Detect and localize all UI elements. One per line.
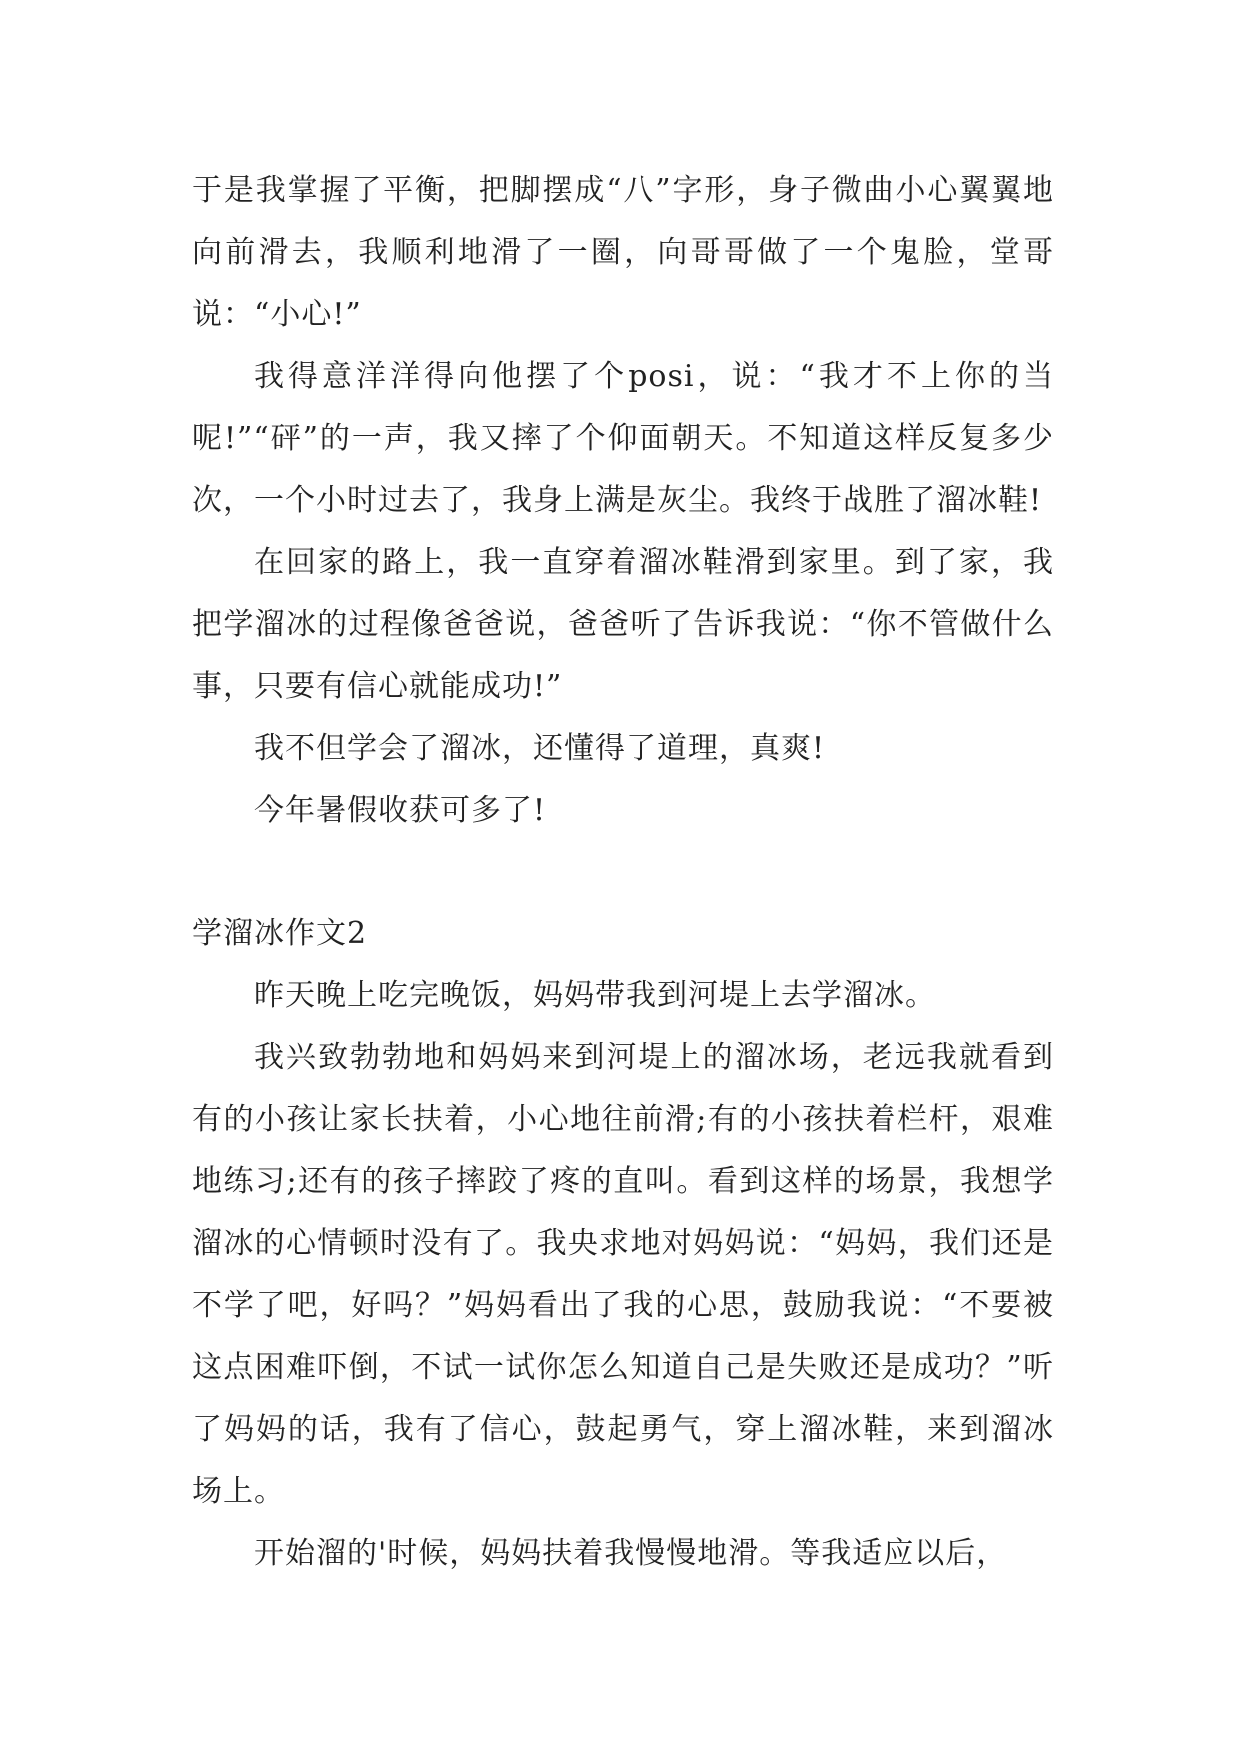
paragraph: 我得意洋洋得向他摆了个posi，说：“我才不上你的当呢!”“砰”的一声，我又摔了个仰面朝天。不知道这样反复多少次，一个小时过去了，我身上满是灰尘。我终于战胜了溜冰鞋! bbox=[192, 359, 1054, 518]
section-title: 学溜冰作文2 bbox=[192, 916, 368, 951]
paragraph: 我不但学会了溜冰，还懂得了道理，真爽! bbox=[254, 731, 826, 766]
paragraph: 于是我掌握了平衡，把脚摆成“八”字形，身子微曲小心翼翼地向前滑去，我顺利地滑了一圈，向哥哥做了一个鬼脸，堂哥说：“小心!” bbox=[192, 173, 1054, 332]
section-spacer bbox=[192, 842, 1054, 903]
document-body bbox=[192, 160, 1054, 1585]
paragraph: 今年暑假收获可多了! bbox=[254, 793, 547, 828]
paragraph: 在回家的路上，我一直穿着溜冰鞋滑到家里。到了家，我把学溜冰的过程像爸爸说，爸爸听了告诉我说：“你不管做什么事，只要有信心就能成功!” bbox=[192, 545, 1054, 704]
paragraph: 开始溜的'时候，妈妈扶着我慢慢地滑。等我适应以后， bbox=[254, 1536, 1008, 1571]
paragraph: 昨天晚上吃完晚饭，妈妈带我到河堤上去学溜冰。 bbox=[254, 978, 936, 1013]
paragraph: 我兴致勃勃地和妈妈来到河堤上的溜冰场，老远我就看到有的小孩让家长扶着，小心地往前滑;有的小孩扶着栏杆，艰难地练习;还有的孩子摔跤了疼的直叫。看到这样的场景，我想学溜冰的心情顿时没有了。我央求地对妈妈说：“妈妈，我们还是不学了吧，好吗？”妈妈看出了我的心思，鼓励我说：“不要被这点困难吓倒，不试一试你怎么知道自己是失败还是成功？”听了妈妈的话，我有了信心，鼓起勇气，穿上溜冰鞋，来到溜冰场上。 bbox=[192, 1040, 1054, 1509]
